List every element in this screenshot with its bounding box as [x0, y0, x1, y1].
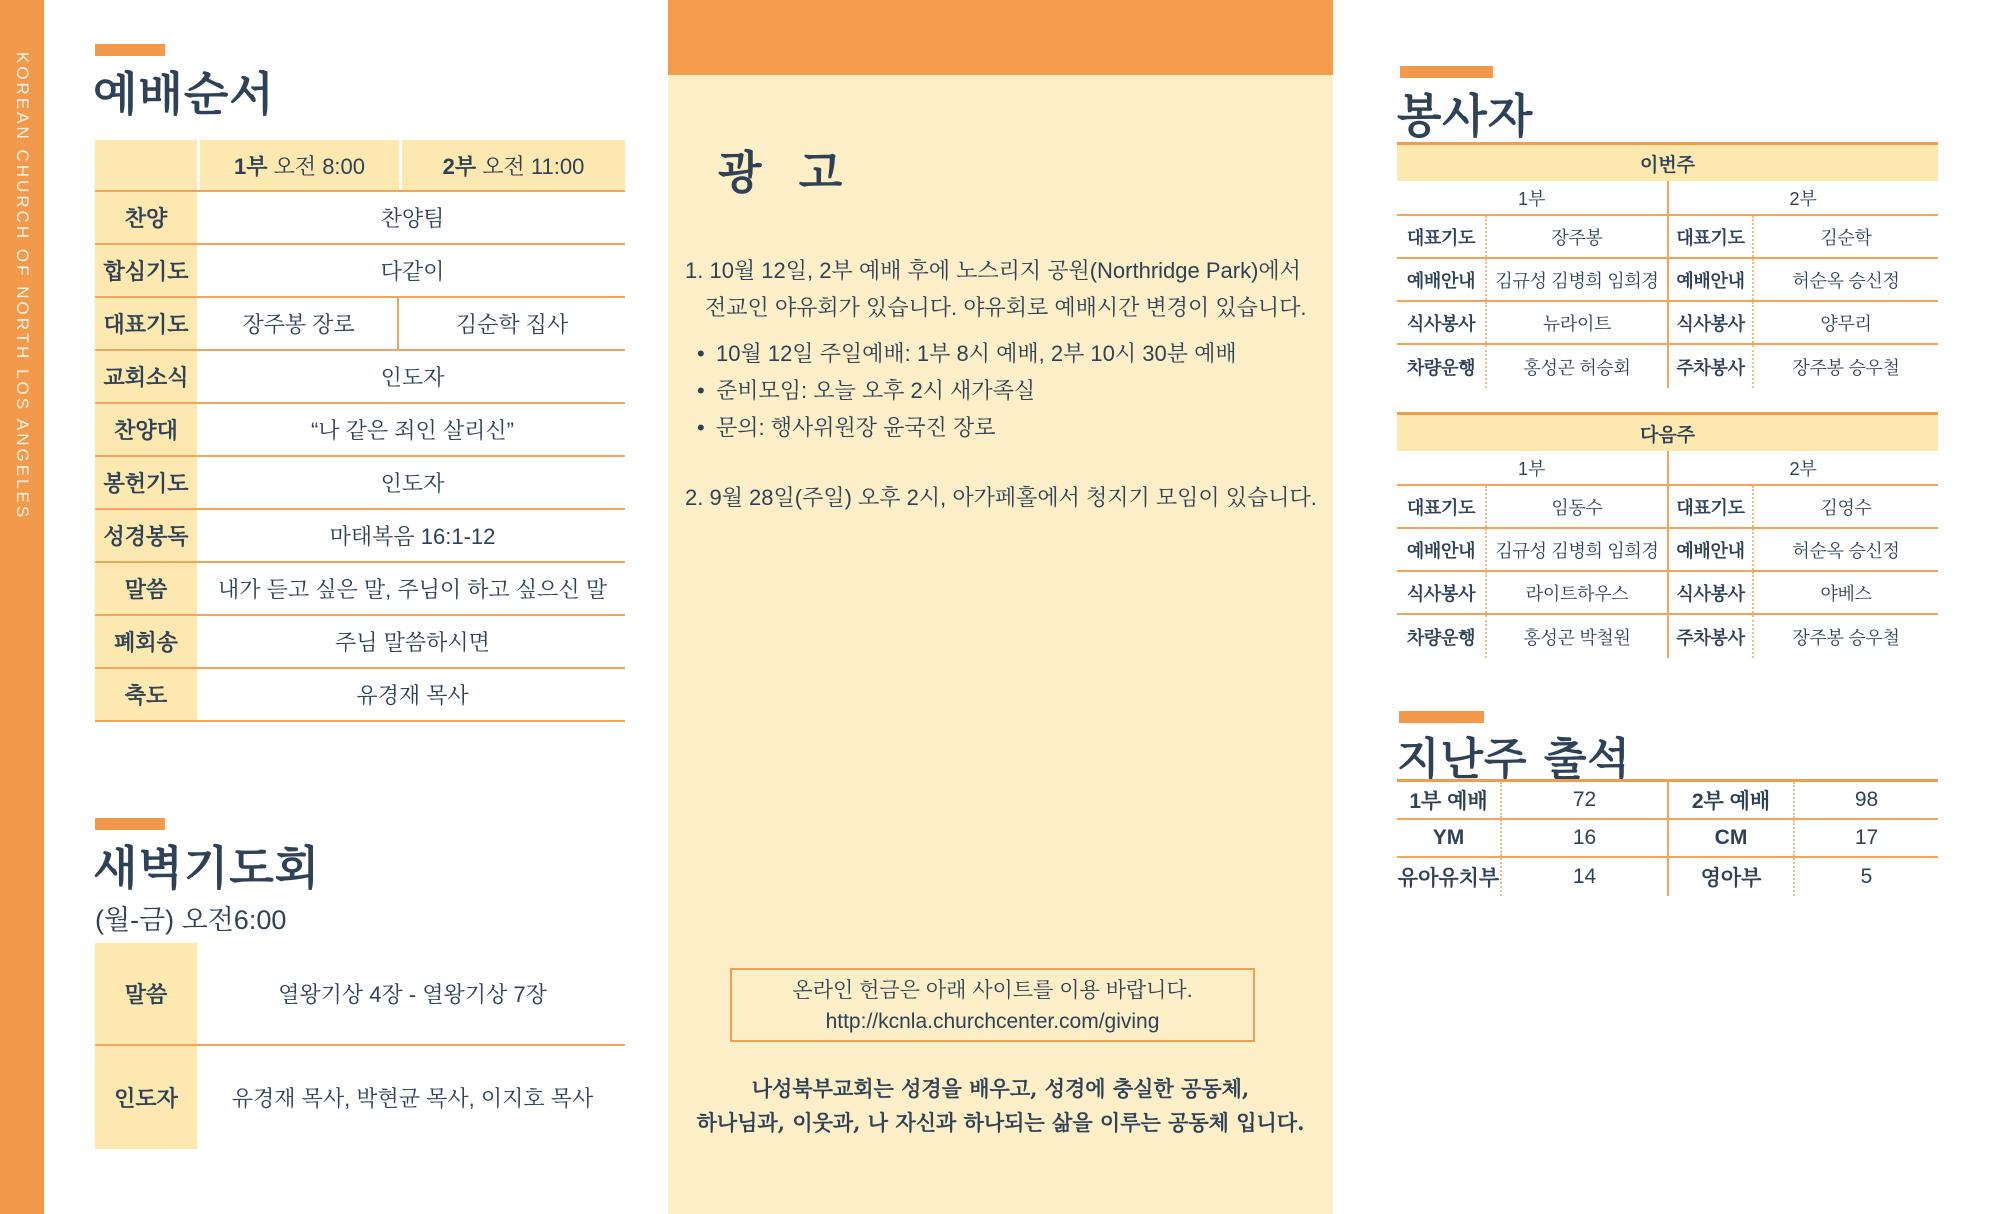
attendance-count: 5 — [1793, 858, 1938, 896]
attendance-label: YM — [1432, 826, 1465, 849]
attendance-label: CM — [1667, 820, 1793, 856]
worship-row-split — [95, 298, 625, 351]
row-value: 유경재 목사 — [200, 669, 625, 720]
row-label: 말씀 — [95, 943, 197, 1044]
dawn-prayer-accent-bar — [95, 818, 165, 830]
attendance-count: 98 — [1793, 782, 1938, 818]
servants-this-week-table — [1397, 142, 1938, 388]
servants-next-week-table — [1397, 412, 1938, 658]
row-value-part1: 장주봉 장로 — [200, 298, 397, 349]
attendance-label: 2부 예배 — [1667, 782, 1793, 818]
announcement-line: 1. 10월 12일, 2부 예배 후에 노스리지 공원(Northridge Park)에서 — [685, 258, 1301, 283]
servant-label: 차량운행 — [1406, 627, 1476, 648]
servant-row — [1397, 216, 1938, 259]
servant-value: 임동수 — [1485, 486, 1667, 527]
servant-value: 허순옥 승신정 — [1752, 529, 1938, 570]
servant-value: 김영수 — [1752, 486, 1938, 527]
servant-value: 장주봉 승우철 — [1752, 615, 1938, 658]
attendance-label: 유아유치부 — [1397, 867, 1500, 890]
announcement-item-2: 2. 9월 28일(주일) 오후 2시, 아가페홀에서 청지기 모임이 있습니다. — [685, 485, 1317, 510]
row-value: 인도자 — [200, 351, 625, 402]
attendance-count: 72 — [1500, 782, 1667, 818]
servant-value: 김규성 김병희 임희경 — [1485, 529, 1667, 570]
row-label: 합심기도 — [95, 245, 197, 296]
servants-accent-bar — [1400, 66, 1493, 78]
servant-label: 예배안내 — [1667, 529, 1752, 570]
servant-label: 예배안내 — [1406, 540, 1476, 561]
bullet-item: • 문의: 행사위원장 윤국진 장로 — [697, 409, 1317, 446]
announcements-body — [685, 252, 1317, 516]
attendance-count: 14 — [1500, 858, 1667, 896]
dawn-prayer-title: 새벽기도회 — [93, 841, 321, 895]
servant-label: 식사봉사 — [1667, 572, 1752, 613]
worship-row — [95, 192, 625, 245]
part2-header: 2부 — [1667, 181, 1939, 214]
row-label: 성경봉독 — [95, 510, 197, 561]
sidebar — [0, 0, 44, 1214]
online-giving-box — [730, 968, 1255, 1042]
attendance-row — [1397, 858, 1938, 896]
servant-value: 야베스 — [1752, 572, 1938, 613]
row-value: 유경재 목사, 박현균 목사, 이지호 목사 — [231, 1086, 594, 1111]
attendance-row — [1397, 820, 1938, 858]
servant-label: 대표기도 — [1406, 497, 1476, 518]
servant-value: 뉴라이트 — [1485, 302, 1667, 343]
servant-label: 식사봉사 — [1406, 313, 1476, 334]
servant-value: 홍성곤 박철원 — [1485, 615, 1667, 658]
row-label: 교회소식 — [95, 351, 197, 402]
servant-label: 대표기도 — [1667, 216, 1752, 257]
row-label: 인도자 — [95, 1046, 197, 1149]
row-label: 폐회송 — [95, 616, 197, 667]
dawn-prayer-row — [95, 1046, 625, 1149]
mission-line: 나성북부교회는 성경을 배우고, 성경에 충실한 공동체, — [751, 1076, 1250, 1101]
announcement-item-1 — [685, 252, 1317, 326]
worship-row — [95, 404, 625, 457]
servant-row — [1397, 302, 1938, 345]
servant-value: 라이트하우스 — [1485, 572, 1667, 613]
mission-line: 하나님과, 이웃과, 나 자신과 하나되는 삶을 이루는 공동체 입니다. — [696, 1110, 1305, 1135]
servant-label: 대표기도 — [1667, 486, 1752, 527]
row-value: 인도자 — [200, 457, 625, 508]
servant-value: 양무리 — [1752, 302, 1938, 343]
worship-row — [95, 457, 625, 510]
giving-instruction: 온라인 헌금은 아래 사이트를 이용 바랍니다. — [792, 979, 1193, 1002]
servant-label: 주차봉사 — [1667, 345, 1752, 388]
mission-statement — [668, 1072, 1333, 1140]
announcements-panel — [668, 0, 1333, 1214]
servant-row — [1397, 345, 1938, 388]
row-value: 마태복음 16:1-12 — [200, 510, 625, 561]
row-value: 주님 말씀하시면 — [200, 616, 625, 667]
bullet-item: • 준비모임: 오늘 오후 2시 새가족실 — [697, 372, 1317, 409]
row-value: 열왕기상 4장 - 열왕기상 7장 — [278, 982, 547, 1007]
worship-header-part2: 2부 오전 11:00 — [402, 140, 625, 190]
attendance-title: 지난주 출석 — [1397, 734, 1631, 785]
attendance-accent-bar — [1399, 711, 1484, 723]
servant-label: 주차봉사 — [1667, 615, 1752, 658]
worship-row — [95, 669, 625, 722]
worship-accent-bar — [95, 44, 165, 56]
row-value: 찬양팀 — [200, 192, 625, 243]
worship-row — [95, 245, 625, 298]
row-label: 봉헌기도 — [95, 457, 197, 508]
row-label: 대표기도 — [95, 298, 197, 349]
attendance-table — [1397, 779, 1938, 896]
row-value: 다같이 — [200, 245, 625, 296]
part-header-row — [1397, 451, 1938, 486]
row-label: 찬양 — [95, 192, 197, 243]
week-label: 이번주 — [1397, 145, 1938, 181]
church-name-vertical: KOREAN CHURCH OF NORTH LOS ANGELES — [13, 52, 32, 521]
announcements-title: 광 고 — [718, 146, 845, 199]
row-label: 말씀 — [95, 563, 197, 614]
servant-row — [1397, 486, 1938, 529]
servant-label: 식사봉사 — [1667, 302, 1752, 343]
worship-header-part1: 1부 오전 8:00 — [200, 140, 399, 190]
part1-header: 1부 — [1518, 188, 1546, 209]
servant-label: 차량운행 — [1406, 357, 1476, 378]
part2-header: 2부 — [1667, 451, 1939, 484]
row-value-part2: 김순학 집사 — [397, 298, 625, 349]
servant-row — [1397, 615, 1938, 658]
servant-label: 예배안내 — [1406, 270, 1476, 291]
row-label: 축도 — [95, 669, 197, 720]
part1-header: 1부 — [1518, 458, 1546, 479]
announcement-line: 전교인 야유회가 있습니다. 야유회로 예배시간 변경이 있습니다. — [705, 295, 1307, 320]
part-header-row — [1397, 181, 1938, 216]
worship-header-blank — [95, 140, 197, 190]
attendance-label: 영아부 — [1667, 858, 1793, 896]
attendance-count: 16 — [1500, 820, 1667, 856]
servant-row — [1397, 572, 1938, 615]
worship-order-table — [95, 140, 625, 722]
attendance-label: 1부 예배 — [1409, 790, 1488, 813]
servant-row — [1397, 529, 1938, 572]
servant-label: 예배안내 — [1667, 259, 1752, 300]
worship-row — [95, 351, 625, 404]
top-orange-bar — [668, 0, 1333, 75]
servant-label: 대표기도 — [1406, 227, 1476, 248]
servant-value: 홍성곤 허승회 — [1485, 345, 1667, 388]
servant-value: 김순학 — [1752, 216, 1938, 257]
worship-row — [95, 616, 625, 669]
announcement-bullet-list — [697, 335, 1317, 446]
worship-header-row — [95, 140, 625, 192]
servant-value: 김규성 김병희 임희경 — [1485, 259, 1667, 300]
servant-value: 허순옥 승신정 — [1752, 259, 1938, 300]
dawn-prayer-schedule: (월-금) 오전6:00 — [95, 905, 287, 935]
worship-order-title: 예배순서 — [93, 67, 275, 121]
row-value: “나 같은 죄인 살리신” — [200, 404, 625, 455]
servant-value: 장주봉 승우철 — [1752, 345, 1938, 388]
servant-row — [1397, 259, 1938, 302]
bullet-item: • 10월 12일 주일예배: 1부 8시 예배, 2부 10시 30분 예배 — [697, 335, 1317, 372]
giving-url: http://kcnla.churchcenter.com/giving — [825, 1010, 1160, 1033]
servant-label: 식사봉사 — [1406, 583, 1476, 604]
attendance-row — [1397, 782, 1938, 820]
servant-value: 장주봉 — [1485, 216, 1667, 257]
dawn-prayer-row — [95, 943, 625, 1046]
attendance-count: 17 — [1793, 820, 1938, 856]
servants-title: 봉사자 — [1397, 89, 1534, 143]
worship-row — [95, 510, 625, 563]
week-label: 다음주 — [1397, 415, 1938, 451]
row-value: 내가 듣고 싶은 말, 주님이 하고 싶으신 말 — [200, 563, 625, 614]
worship-row — [95, 563, 625, 616]
row-label: 찬양대 — [95, 404, 197, 455]
dawn-prayer-table — [95, 943, 625, 1149]
